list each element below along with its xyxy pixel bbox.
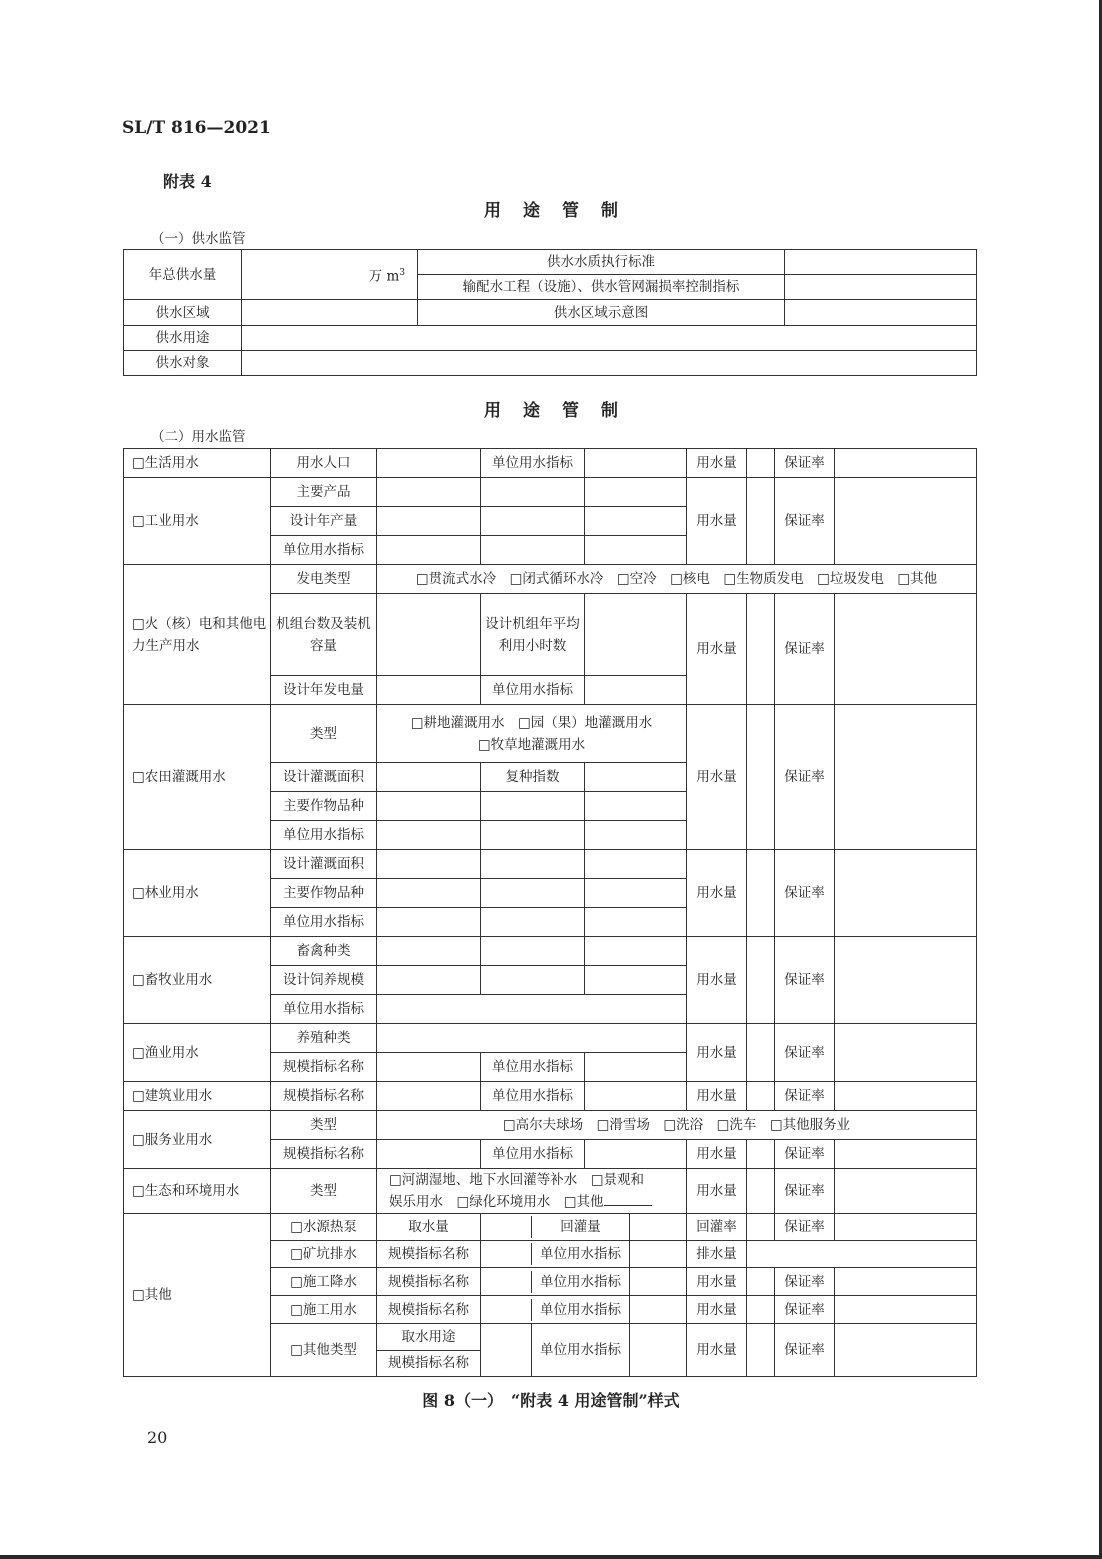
ecology-options[interactable]: □河湖湿地、地下水回灌等补水 □景观和 娱乐用水 □绿化环境用水 □其他	[377, 1169, 687, 1214]
cat-power[interactable]: □火（核）电和其他电力生产用水	[124, 565, 271, 705]
use-table: □生活用水 用水人口 单位用水指标 用水量 保证率 □工业用水 主要产品 用水量 保证率 设计年产量 单位用水指标 □火（核）电和其他电力生产用水 发电类型 □贯流式水冷 □闭式循环水冷 □空冷 □核电 □生物质发电 □垃圾发电 □其他 机组台数及装机容量 设计机组年平均利用小时数 用水量 保证率 设计年发电量 单位用水指标 □农田灌溉用水 类型 □耕地灌溉用水 □园（果）地灌溉用水 □牧草地灌溉用水 用水量 保证率 设计灌溉面积 复种指数 主要作物品种 单位用水指标 □林业用水 设计灌溉面积 用水量 保证率 主要作物品种 单位用水指标 □畜牧业用水 畜禽种类 用水量 保证率 设计饲养规模 单位用水指标 □渔业用水 养殖种类 用水量 保证率 规模指标名称 单位用水指标 □建筑业用水 规模指标名称 单位用水指标 用水量 保证率 □服务业用水 类型 □高尔夫球场 □滑雪场 □洗浴 □洗车 □其他服务业 规模指标名称 单位用水指标 用水量 保证率 □生态和环境用水 类型 □河湖湿地、地下水回灌等补水 □景观和 娱乐用水 □绿化环境用水 □其他 用水量 保证率 □其他 □水源热泵 取水量 回灌量 回灌率 保证率 □矿坑排水 规模指标名称 单位用水指标 排水量 □施工降水 规模指标名称 单位用水指标 用水量 保证率 □施工用水 规模指标名称 单位用水指标 用水量 保证率 □其他类型 取水用途 单位用水指标 用水量 保证率 规模指标名称	[123, 448, 977, 1377]
cat-domestic[interactable]: □生活用水	[124, 449, 271, 478]
section-supply-heading: （一）供水监管	[151, 231, 246, 247]
cat-industrial[interactable]: □工业用水	[124, 478, 271, 565]
page-number: 20	[147, 1428, 168, 1447]
leak-index-value[interactable]	[785, 275, 977, 300]
other-construction-water[interactable]: □施工用水	[271, 1296, 377, 1324]
supply-usage-value[interactable]	[242, 326, 977, 351]
page-title-repeat: 用途管制	[484, 401, 640, 421]
quality-standard-label: 供水水质执行标准	[418, 250, 785, 275]
page-edge-bottom	[0, 1555, 1102, 1559]
supply-area-label: 供水区域	[124, 300, 242, 326]
table-row: □工业用水 主要产品 用水量 保证率	[124, 478, 977, 507]
supply-target-value[interactable]	[242, 351, 977, 376]
quality-standard-value[interactable]	[785, 250, 977, 275]
farmland-type-options[interactable]: □耕地灌溉用水 □园（果）地灌溉用水 □牧草地灌溉用水	[377, 705, 687, 763]
supply-usage-label: 供水用途	[124, 326, 242, 351]
supply-area-map-value[interactable]	[785, 300, 977, 326]
other-dewatering[interactable]: □施工降水	[271, 1268, 377, 1296]
cat-farmland[interactable]: □农田灌溉用水	[124, 705, 271, 850]
appendix-label: 附表 4	[163, 172, 212, 191]
cat-ecology[interactable]: □生态和环境用水	[124, 1169, 271, 1214]
figure-caption: 图 8（一） “附表 4 用途管制”样式	[422, 1391, 680, 1410]
supply-area-map-label: 供水区域示意图	[418, 300, 785, 326]
leak-index-label: 输配水工程（设施）、供水管网漏损率控制指标	[418, 275, 785, 300]
page-title: 用途管制	[484, 201, 640, 221]
other-heat-pump[interactable]: □水源热泵	[271, 1214, 377, 1241]
cat-forestry[interactable]: □林业用水	[124, 850, 271, 937]
cat-livestock[interactable]: □畜牧业用水	[124, 937, 271, 1024]
annual-supply-unit: 万 $m^3$	[242, 250, 418, 300]
cat-fishery[interactable]: □渔业用水	[124, 1024, 271, 1082]
other-mine-drain[interactable]: □矿坑排水	[271, 1241, 377, 1268]
table-row: □生活用水 用水人口 单位用水指标 用水量 保证率	[124, 449, 977, 478]
cat-other[interactable]: □其他	[124, 1214, 271, 1377]
supply-target-label: 供水对象	[124, 351, 242, 376]
standard-number: SL/T 816—2021	[122, 118, 271, 138]
service-options[interactable]: □高尔夫球场 □滑雪场 □洗浴 □洗车 □其他服务业	[377, 1111, 977, 1140]
annual-supply-label: 年总供水量	[124, 250, 242, 300]
supply-table	[123, 249, 977, 376]
supply-area-value[interactable]	[242, 300, 418, 326]
section-use-heading: （二）用水监管	[151, 429, 246, 445]
cat-construction[interactable]: □建筑业用水	[124, 1082, 271, 1111]
power-gen-options[interactable]: □贯流式水冷 □闭式循环水冷 □空冷 □核电 □生物质发电 □垃圾发电 □其他	[377, 565, 977, 594]
other-other-type[interactable]: □其他类型	[271, 1324, 377, 1377]
cat-service[interactable]: □服务业用水	[124, 1111, 271, 1169]
